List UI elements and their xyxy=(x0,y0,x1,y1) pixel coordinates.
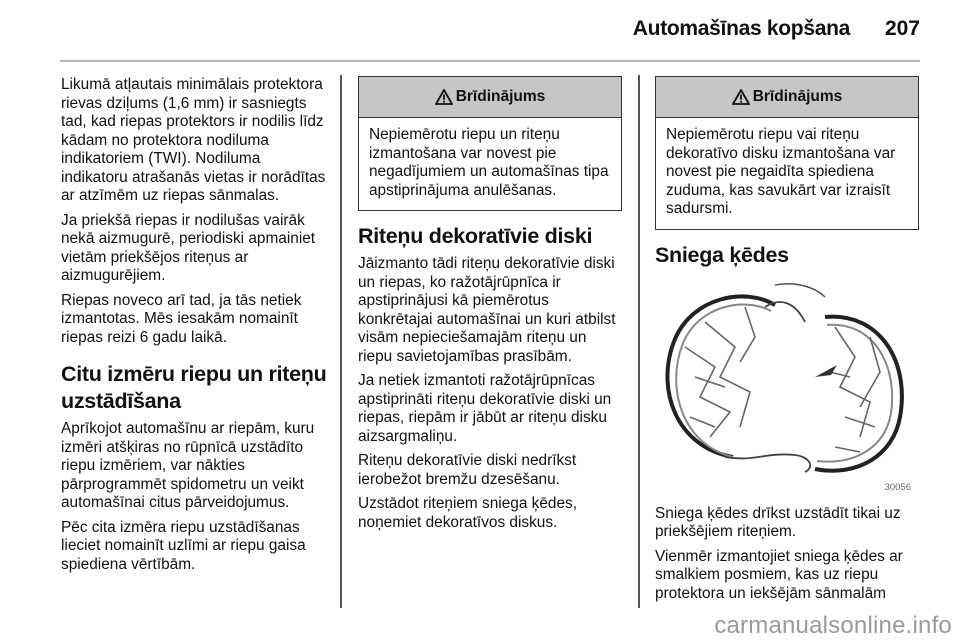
paragraph: Uzstādot riteņiem sniega ķēdes, noņemiet dekoratīvos diskus. xyxy=(358,495,578,531)
paragraph: Riepas noveco arī tad, ja tās netiek izmantotas. Mēs iesakām nomainīt riepas reizi 6 gadu laikā. xyxy=(61,291,302,346)
section-heading: Sniega ķēdes xyxy=(655,242,789,267)
column-2 xyxy=(358,76,622,538)
page-header xyxy=(0,0,960,60)
paragraph: Aprīkojot automašīnu ar riepām, kuru izmēri atšķiras no rūpnīcā uzstādīto riepu izmēriem, var nākties pārprogrammēt spidometru un veikt automašīnai citus pārveidojumus. xyxy=(61,420,315,511)
figure-number: 30056 xyxy=(884,481,911,493)
column-divider xyxy=(340,75,342,608)
column-1 xyxy=(61,76,331,580)
warning-header xyxy=(359,77,621,118)
paragraph: Ja netiek izmantoti ražotājrūpnīcas apstiprināti riteņu dekoratīvie diski un riepas, riepām ir jābūt ar riteņu disku aizsargmaliņu. xyxy=(358,372,612,445)
column-divider xyxy=(638,75,640,608)
column-3 xyxy=(655,76,919,609)
paragraph: Riteņu dekoratīvie diski nedrīkst ierobežot bremžu dzesēšanu. xyxy=(358,452,577,488)
snow-chain-drawing xyxy=(655,277,915,495)
watermark: carmanualsonline.info xyxy=(714,612,952,639)
paragraph: Sniega ķēdes drīkst uzstādīt tikai uz priekšējiem riteņiem. xyxy=(655,504,901,540)
paragraph: Pēc cita izmēra riepu uzstādīšanas lieciet nomainīt uzlīmi ar riepu gaisa spiediena vērtībām. xyxy=(61,518,306,573)
warning-text: Nepiemērotu riepu vai riteņu dekoratīvo disku izmantošana var novest pie negaidīta spiediena zuduma, kas savukārt var izraisīt sadursmi. xyxy=(666,126,896,217)
paragraph: Likumā atļautais minimālais protektora rievas dziļums (1,6 mm) ir sasniegts tad, kad riepas protektors ir nodilis līdz kādam no protektora nodiluma indikatoriem (TWI). Nodiluma indikatoru atrašanās vietas ir norādītas ar atzīmēm uz riepas sānmalas. xyxy=(61,76,326,204)
paragraph: Jāizmanto tādi riteņu dekoratīvie diski un riepas, ko ražotājrūpnīca ir apstiprinājusi kā piemērotus konkrētajai automašīnai un kuri atbilst visām nepieciešamajām riteņu un riepu savietojamības prasībām. xyxy=(358,255,616,365)
section-heading: Citu izmēru riepu un riteņu uzstādīšana xyxy=(61,362,327,413)
warning-icon xyxy=(732,89,750,105)
header-rule xyxy=(60,60,920,62)
warning-title: Brīdinājums xyxy=(752,88,843,105)
warning-header xyxy=(656,77,918,118)
section-heading: Riteņu dekoratīvie diski xyxy=(358,224,593,248)
warning-icon xyxy=(435,89,453,105)
warning-title: Brīdinājums xyxy=(455,88,546,105)
paragraph: Ja priekšā riepas ir nodilušas vairāk nekā aizmugurē, periodiski apmainiet vietām priekšējos riteņus ar aizmugurējiem. xyxy=(61,211,316,284)
page-number: 207 xyxy=(884,17,920,40)
paragraph: Vienmēr izmantojiet sniega ķēdes ar smalkiem posmiem, kas uz riepu protektora un iekšējām sānmalām xyxy=(655,547,903,602)
snow-chain-illustration xyxy=(655,277,915,495)
page-title: Automašīnas kopšana xyxy=(632,17,850,40)
warning-text: Nepiemērotu riepu un riteņu izmantošana var novest pie negadījumiem un automašīnas tipa apstiprinājuma anulēšanas. xyxy=(369,126,609,199)
warning-box xyxy=(655,76,919,230)
warning-box xyxy=(358,76,622,211)
